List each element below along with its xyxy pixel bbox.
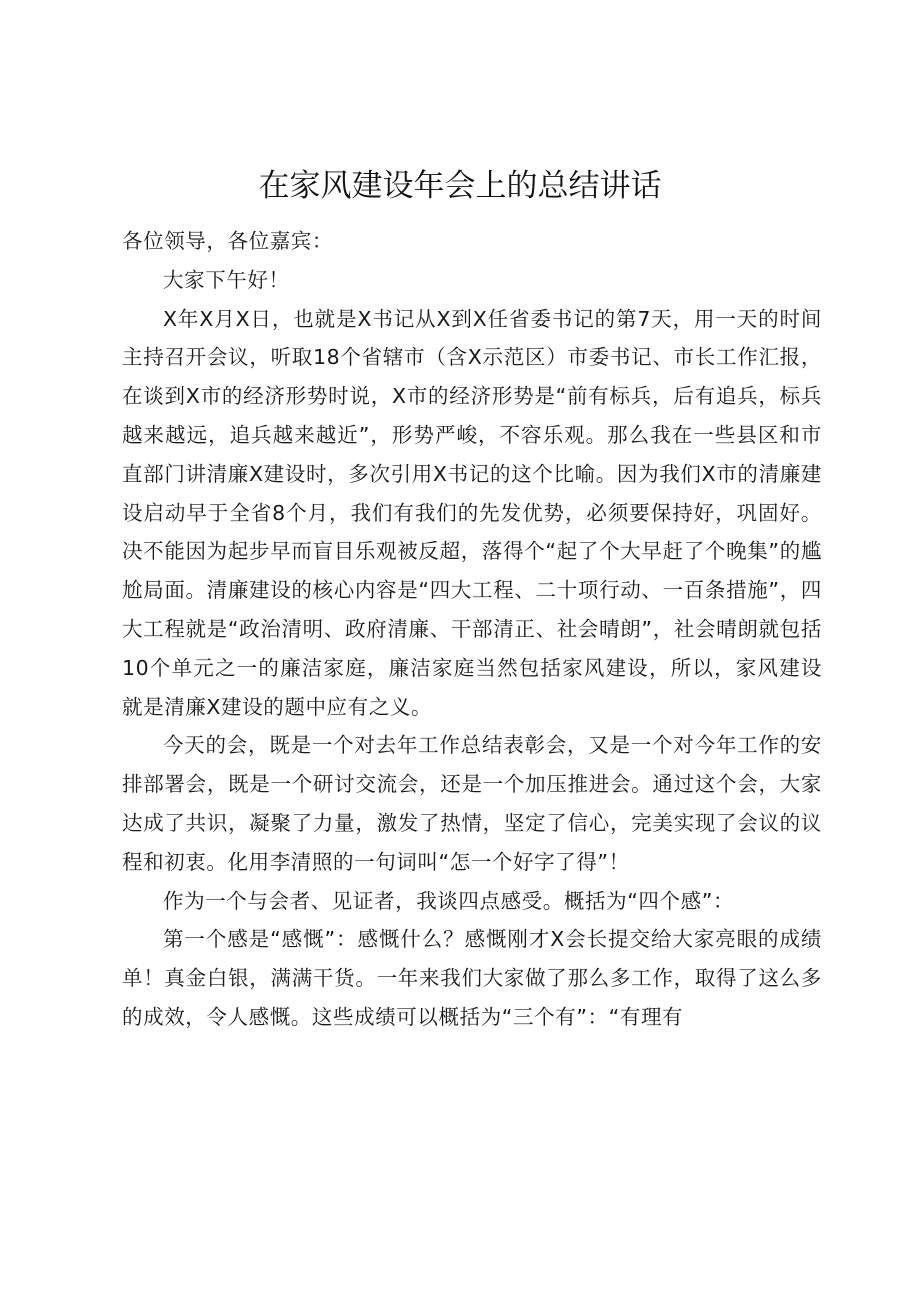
document-body xyxy=(122,222,822,1037)
paragraph-four-feelings: 作为一个与会者、见证者，我谈四点感受。概括为“四个感”： xyxy=(163,888,735,913)
document-title: 在家风建设年会上的总结讲话 xyxy=(258,168,662,204)
paragraph-greeting: 大家下午好！ xyxy=(163,267,290,292)
paragraph-meeting-summary: 今天的会，既是一个对去年工作总结表彰会，又是一个对今年工作的安排部署会，既是一个研讨交流会，还是一个加压推进会。通过这个会，大家达成了共识，凝聚了力量，激发了热情，坚定了信心，完美实现了会议的议程和初衷。化用李清照的一句词叫“怎一个好字了得”！ xyxy=(122,733,822,874)
salutation: 各位领导，各位嘉宾： xyxy=(122,229,333,253)
paragraph-first-feeling: 第一个感是“感慨”：感慨什么？感慨刚才X会长提交给大家亮眼的成绩单！真金白银，满满干货。一年来我们大家做了那么多工作，取得了这么多的成效，令人感慨。这些成绩可以概括为“三个有”：“有理有 xyxy=(122,927,822,1029)
paragraph-background: X年X月X日，也就是X书记从X到X任省委书记的第7天，用一天的时间主持召开会议，听取18个省辖市（含X示范区）市委书记、市长工作汇报，在谈到X市的经济形势时说，X市的经济形势是“前有标兵，后有追兵，标兵越来越远，追兵越来越近”，形势严峻，不容乐观。那么我在一些县区和市直部门讲清廉X建设时，多次引用X书记的这个比喻。因为我们X市的清廉建设启动早于全省8个月，我们有我们的先发优势，必须要保持好，巩固好。决不能因为起步早而盲目乐观被反超，落得个“起了个大早赶了个晚集”的尴尬局面。清廉建设的核心内容是“四大工程、二十项行动、一百条措施”，四大工程就是“政治清明、政府清廉、干部清正、社会晴朗”，社会晴朗就包括10个单元之一的廉洁家庭，廉洁家庭当然包括家风建设，所以，家风建设就是清廉X建设的题中应有之义。 xyxy=(122,306,822,719)
